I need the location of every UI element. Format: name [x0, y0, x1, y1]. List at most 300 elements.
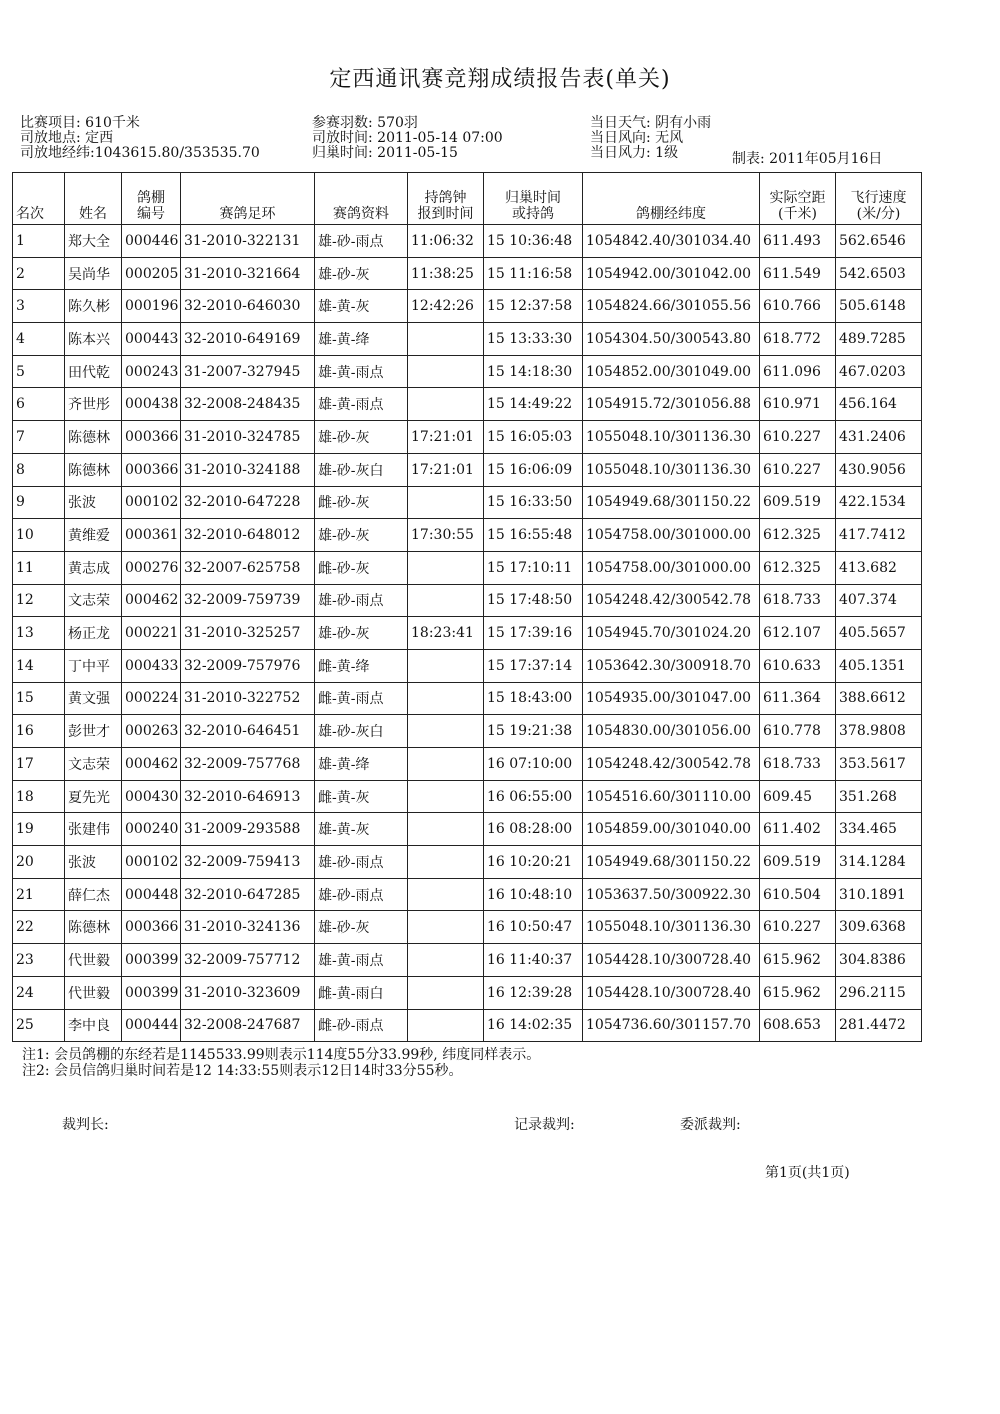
clock-time-cell: 11:38:25	[408, 257, 484, 290]
pigeon-info-cell: 雄-黄-灰	[315, 813, 408, 846]
ring-number-cell: 31-2010-324785	[181, 421, 315, 454]
return-time-cell: 15 13:33:30	[484, 323, 583, 356]
rank-cell: 16	[13, 715, 65, 748]
distance-cell: 610.778	[760, 715, 836, 748]
loft-coords-cell: 1053642.30/300918.70	[583, 649, 760, 682]
name-cell: 黄文强	[65, 682, 122, 715]
speed-cell: 296.2115	[836, 976, 922, 1009]
release-time-info: 司放时间: 2011-05-14 07:00	[312, 130, 503, 146]
rank-cell: 21	[13, 878, 65, 911]
table-row	[13, 486, 922, 519]
pigeon-info-cell: 雄-砂-雨点	[315, 584, 408, 617]
loft-id-cell: 000443	[122, 323, 181, 356]
table-row	[13, 257, 922, 290]
table-row	[13, 813, 922, 846]
distance-cell: 612.325	[760, 551, 836, 584]
header-speed-line2: (米/分)	[856, 206, 901, 222]
header-loft-line2: 编号	[137, 206, 165, 222]
name-cell: 文志荣	[65, 748, 122, 781]
distance-cell: 610.971	[760, 388, 836, 421]
ring-number-cell: 31-2009-293588	[181, 813, 315, 846]
table-row	[13, 388, 922, 421]
header-return-line2: 或持鸽	[512, 206, 554, 222]
table-row	[13, 748, 922, 781]
clock-time-cell: 17:21:01	[408, 421, 484, 454]
pigeon-info-cell: 雄-砂-灰白	[315, 453, 408, 486]
distance-cell: 618.733	[760, 748, 836, 781]
name-cell: 代世毅	[65, 944, 122, 977]
pigeon-info-cell: 雄-砂-灰	[315, 421, 408, 454]
rank-cell: 4	[13, 323, 65, 356]
rank-cell: 6	[13, 388, 65, 421]
table-row	[13, 519, 922, 552]
loft-id-cell: 000221	[122, 617, 181, 650]
loft-coords-cell: 1054248.42/300542.78	[583, 748, 760, 781]
pigeon-info-cell: 雌-砂-雨点	[315, 1009, 408, 1042]
distance-cell: 609.519	[760, 846, 836, 879]
rank-cell: 14	[13, 649, 65, 682]
name-cell: 张波	[65, 486, 122, 519]
table-row	[13, 780, 922, 813]
loft-coords-cell: 1054304.50/300543.80	[583, 323, 760, 356]
table-row	[13, 421, 922, 454]
loft-id-cell: 000446	[122, 225, 181, 258]
clock-time-cell	[408, 715, 484, 748]
ring-number-cell: 32-2008-248435	[181, 388, 315, 421]
clock-time-cell	[408, 355, 484, 388]
loft-id-cell: 000366	[122, 911, 181, 944]
header-loft-line1: 鸽棚	[137, 190, 165, 206]
pigeon-info-cell: 雌-黄-雨白	[315, 976, 408, 1009]
table-row	[13, 551, 922, 584]
table-row	[13, 715, 922, 748]
distance-cell: 611.549	[760, 257, 836, 290]
distance-cell: 611.096	[760, 355, 836, 388]
clock-time-cell	[408, 944, 484, 977]
return-time-cell: 15 16:05:03	[484, 421, 583, 454]
rank-cell: 15	[13, 682, 65, 715]
name-cell: 吴尚华	[65, 257, 122, 290]
distance-cell: 609.45	[760, 780, 836, 813]
pigeon-info-cell: 雌-黄-绛	[315, 649, 408, 682]
distance-cell: 611.493	[760, 225, 836, 258]
clock-time-cell: 18:23:41	[408, 617, 484, 650]
table-row	[13, 911, 922, 944]
distance-cell: 608.653	[760, 1009, 836, 1042]
loft-id-cell: 000444	[122, 1009, 181, 1042]
rank-cell: 10	[13, 519, 65, 552]
clock-time-cell	[408, 486, 484, 519]
header-loft	[122, 173, 181, 225]
rank-cell: 13	[13, 617, 65, 650]
loft-coords-cell: 1054945.70/301024.20	[583, 617, 760, 650]
note-2: 注2: 会员信鸽归巢时间若是12 14:33:55则表示12日14时33分55秒。	[22, 1063, 463, 1079]
release-location-info: 司放地点: 定西	[20, 130, 114, 146]
clock-time-cell	[408, 748, 484, 781]
loft-coords-cell: 1054935.00/301047.00	[583, 682, 760, 715]
return-time-cell: 15 16:55:48	[484, 519, 583, 552]
ring-number-cell: 32-2010-648012	[181, 519, 315, 552]
return-time-info: 归巢时间: 2011-05-15	[312, 145, 458, 161]
distance-cell: 609.519	[760, 486, 836, 519]
ring-number-cell: 31-2007-327945	[181, 355, 315, 388]
pigeon-info-cell: 雄-砂-灰	[315, 911, 408, 944]
pigeon-info-cell: 雄-砂-雨点	[315, 846, 408, 879]
loft-coords-cell: 1054942.00/301042.00	[583, 257, 760, 290]
name-cell: 黄维爱	[65, 519, 122, 552]
ring-number-cell: 32-2010-646913	[181, 780, 315, 813]
speed-cell: 562.6546	[836, 225, 922, 258]
rank-cell: 2	[13, 257, 65, 290]
table-row	[13, 355, 922, 388]
return-time-cell: 15 12:37:58	[484, 290, 583, 323]
speed-cell: 388.6612	[836, 682, 922, 715]
rank-cell: 22	[13, 911, 65, 944]
speed-cell: 505.6148	[836, 290, 922, 323]
table-row	[13, 323, 922, 356]
ring-number-cell: 32-2010-646030	[181, 290, 315, 323]
rank-cell: 23	[13, 944, 65, 977]
recording-judge-signature: 记录裁判:	[514, 1117, 575, 1133]
loft-coords-cell: 1054758.00/301000.00	[583, 551, 760, 584]
return-time-cell: 15 16:33:50	[484, 486, 583, 519]
header-return	[484, 173, 583, 225]
speed-cell: 309.6368	[836, 911, 922, 944]
header-clock-line1: 持鸽钟	[424, 190, 467, 206]
clock-time-cell	[408, 846, 484, 879]
name-cell: 彭世才	[65, 715, 122, 748]
return-time-cell: 16 11:40:37	[484, 944, 583, 977]
weather-info: 当日天气: 阴有小雨	[590, 115, 712, 131]
name-cell: 陈久彬	[65, 290, 122, 323]
return-time-cell: 16 12:39:28	[484, 976, 583, 1009]
loft-id-cell: 000448	[122, 878, 181, 911]
pigeon-info-cell: 雄-砂-灰	[315, 519, 408, 552]
loft-id-cell: 000102	[122, 846, 181, 879]
name-cell: 陈德林	[65, 911, 122, 944]
clock-time-cell: 12:42:26	[408, 290, 484, 323]
speed-cell: 353.5617	[836, 748, 922, 781]
loft-coords-cell: 1054248.42/300542.78	[583, 584, 760, 617]
speed-cell: 413.682	[836, 551, 922, 584]
rank-cell: 9	[13, 486, 65, 519]
return-time-cell: 15 19:21:38	[484, 715, 583, 748]
loft-id-cell: 000196	[122, 290, 181, 323]
distance-cell: 610.227	[760, 453, 836, 486]
return-time-cell: 16 07:10:00	[484, 748, 583, 781]
header-name: 姓名	[65, 173, 122, 225]
return-time-cell: 15 14:49:22	[484, 388, 583, 421]
name-cell: 齐世彤	[65, 388, 122, 421]
loft-coords-cell: 1054842.40/301034.40	[583, 225, 760, 258]
return-time-cell: 15 16:06:09	[484, 453, 583, 486]
table-row	[13, 1009, 922, 1042]
loft-id-cell: 000462	[122, 584, 181, 617]
rank-cell: 20	[13, 846, 65, 879]
loft-id-cell: 000240	[122, 813, 181, 846]
loft-id-cell: 000462	[122, 748, 181, 781]
ring-number-cell: 32-2009-759739	[181, 584, 315, 617]
loft-id-cell: 000243	[122, 355, 181, 388]
ring-number-cell: 32-2009-757976	[181, 649, 315, 682]
table-row	[13, 649, 922, 682]
name-cell: 丁中平	[65, 649, 122, 682]
return-time-cell: 16 10:48:10	[484, 878, 583, 911]
name-cell: 李中良	[65, 1009, 122, 1042]
pigeon-info-cell: 雄-砂-雨点	[315, 225, 408, 258]
rank-cell: 3	[13, 290, 65, 323]
clock-time-cell	[408, 878, 484, 911]
clock-time-cell	[408, 551, 484, 584]
ring-number-cell: 32-2009-757712	[181, 944, 315, 977]
speed-cell: 310.1891	[836, 878, 922, 911]
loft-id-cell: 000399	[122, 976, 181, 1009]
loft-id-cell: 000433	[122, 649, 181, 682]
ring-number-cell: 32-2010-647228	[181, 486, 315, 519]
distance-cell: 612.325	[760, 519, 836, 552]
speed-cell: 407.374	[836, 584, 922, 617]
ring-number-cell: 32-2010-649169	[181, 323, 315, 356]
speed-cell: 314.1284	[836, 846, 922, 879]
rank-cell: 12	[13, 584, 65, 617]
loft-coords-cell: 1054516.60/301110.00	[583, 780, 760, 813]
distance-cell: 611.364	[760, 682, 836, 715]
pigeon-info-cell: 雄-砂-灰	[315, 257, 408, 290]
clock-time-cell: 17:21:01	[408, 453, 484, 486]
return-time-cell: 16 06:55:00	[484, 780, 583, 813]
return-time-cell: 15 18:43:00	[484, 682, 583, 715]
notes	[22, 1047, 540, 1079]
loft-coords-cell: 1055048.10/301136.30	[583, 911, 760, 944]
chief-judge-signature: 裁判长:	[62, 1117, 109, 1133]
pigeon-info-cell: 雄-黄-绛	[315, 748, 408, 781]
results-body	[13, 225, 922, 1042]
report-title: 定西通讯赛竞翔成绩报告表(单关)	[329, 67, 671, 92]
header-rank: 名次	[13, 173, 65, 225]
ring-number-cell: 32-2009-757768	[181, 748, 315, 781]
speed-cell: 467.0203	[836, 355, 922, 388]
return-time-cell: 15 11:16:58	[484, 257, 583, 290]
loft-id-cell: 000361	[122, 519, 181, 552]
ring-number-cell: 31-2010-322131	[181, 225, 315, 258]
return-time-cell: 16 10:50:47	[484, 911, 583, 944]
info-column-right	[590, 116, 711, 161]
delegated-judge-signature: 委派裁判:	[680, 1117, 741, 1133]
return-time-cell: 16 14:02:35	[484, 1009, 583, 1042]
header-clock	[408, 173, 484, 225]
header-speed	[836, 173, 922, 225]
return-time-cell: 15 17:39:16	[484, 617, 583, 650]
results-table	[12, 172, 922, 1042]
table-row	[13, 617, 922, 650]
ring-number-cell: 31-2010-322752	[181, 682, 315, 715]
speed-cell: 417.7412	[836, 519, 922, 552]
loft-coords-cell: 1054428.10/300728.40	[583, 976, 760, 1009]
pigeon-info-cell: 雄-黄-雨点	[315, 355, 408, 388]
speed-cell: 542.6503	[836, 257, 922, 290]
table-row	[13, 290, 922, 323]
rank-cell: 25	[13, 1009, 65, 1042]
name-cell: 代世毅	[65, 976, 122, 1009]
distance-cell: 610.504	[760, 878, 836, 911]
distance-cell: 610.633	[760, 649, 836, 682]
speed-cell: 334.465	[836, 813, 922, 846]
loft-id-cell: 000366	[122, 453, 181, 486]
pigeon-info-cell: 雄-砂-雨点	[315, 878, 408, 911]
speed-cell: 405.5657	[836, 617, 922, 650]
loft-id-cell: 000430	[122, 780, 181, 813]
name-cell: 杨正龙	[65, 617, 122, 650]
header-speed-line1: 飞行速度	[850, 190, 907, 206]
loft-coords-cell: 1054949.68/301150.22	[583, 846, 760, 879]
ring-number-cell: 32-2010-646451	[181, 715, 315, 748]
return-time-cell: 16 08:28:00	[484, 813, 583, 846]
loft-id-cell: 000366	[122, 421, 181, 454]
speed-cell: 378.9808	[836, 715, 922, 748]
clock-time-cell	[408, 1009, 484, 1042]
loft-id-cell: 000224	[122, 682, 181, 715]
loft-coords-cell: 1054758.00/301000.00	[583, 519, 760, 552]
name-cell: 陈德林	[65, 453, 122, 486]
clock-time-cell	[408, 323, 484, 356]
ring-number-cell: 31-2010-324136	[181, 911, 315, 944]
pigeon-info-cell: 雄-砂-灰	[315, 617, 408, 650]
table-row	[13, 453, 922, 486]
table-header-row	[13, 173, 922, 225]
clock-time-cell: 11:06:32	[408, 225, 484, 258]
rank-cell: 17	[13, 748, 65, 781]
name-cell: 郑大全	[65, 225, 122, 258]
header-ring: 赛鸽足环	[181, 173, 315, 225]
table-row	[13, 944, 922, 977]
return-time-cell: 15 17:37:14	[484, 649, 583, 682]
distance-cell: 610.227	[760, 911, 836, 944]
wind-direction-info: 当日风向: 无风	[590, 130, 684, 146]
loft-coords-cell: 1055048.10/301136.30	[583, 421, 760, 454]
ring-number-cell: 32-2010-647285	[181, 878, 315, 911]
return-time-cell: 15 17:10:11	[484, 551, 583, 584]
speed-cell: 422.1534	[836, 486, 922, 519]
header-distance-line2: (千米)	[778, 206, 817, 222]
header-desc: 赛鸽资料	[315, 173, 408, 225]
speed-cell: 405.1351	[836, 649, 922, 682]
distance-cell: 615.962	[760, 944, 836, 977]
loft-coords-cell: 1054949.68/301150.22	[583, 486, 760, 519]
release-coords-info: 司放地经纬:1043615.80/353535.70	[20, 145, 260, 161]
return-time-cell: 16 10:20:21	[484, 846, 583, 879]
loft-coords-cell: 1054736.60/301157.70	[583, 1009, 760, 1042]
name-cell: 陈德林	[65, 421, 122, 454]
speed-cell: 430.9056	[836, 453, 922, 486]
distance-cell: 610.227	[760, 421, 836, 454]
loft-id-cell: 000263	[122, 715, 181, 748]
header-distance	[760, 173, 836, 225]
speed-cell: 351.268	[836, 780, 922, 813]
rank-cell: 5	[13, 355, 65, 388]
loft-coords-cell: 1055048.10/301136.30	[583, 453, 760, 486]
info-column-middle	[312, 116, 503, 161]
distance-cell: 612.107	[760, 617, 836, 650]
ring-number-cell: 31-2010-325257	[181, 617, 315, 650]
ring-number-cell: 32-2008-247687	[181, 1009, 315, 1042]
page-number: 第1页(共1页)	[765, 1165, 850, 1181]
distance-cell: 610.766	[760, 290, 836, 323]
distance-cell: 618.733	[760, 584, 836, 617]
clock-time-cell	[408, 682, 484, 715]
ring-number-cell: 31-2010-321664	[181, 257, 315, 290]
header-return-line1: 归巢时间	[505, 190, 561, 206]
speed-cell: 304.8386	[836, 944, 922, 977]
name-cell: 文志荣	[65, 584, 122, 617]
name-cell: 张建伟	[65, 813, 122, 846]
loft-coords-cell: 1054852.00/301049.00	[583, 355, 760, 388]
name-cell: 田代乾	[65, 355, 122, 388]
speed-cell: 489.7285	[836, 323, 922, 356]
rank-cell: 1	[13, 225, 65, 258]
loft-id-cell: 000438	[122, 388, 181, 421]
prepared-date: 制表: 2011年05月16日	[732, 151, 883, 167]
event-info: 比赛项目: 610千米	[20, 115, 140, 131]
pigeon-info-cell: 雌-黄-雨点	[315, 682, 408, 715]
rank-cell: 18	[13, 780, 65, 813]
speed-cell: 281.4472	[836, 1009, 922, 1042]
table-row	[13, 878, 922, 911]
rank-cell: 19	[13, 813, 65, 846]
name-cell: 张波	[65, 846, 122, 879]
header-clock-line2: 报到时间	[417, 206, 474, 222]
distance-cell: 618.772	[760, 323, 836, 356]
loft-coords-cell: 1054915.72/301056.88	[583, 388, 760, 421]
info-column-left	[20, 116, 260, 161]
name-cell: 薛仁杰	[65, 878, 122, 911]
return-time-cell: 15 10:36:48	[484, 225, 583, 258]
table-row	[13, 584, 922, 617]
pigeon-info-cell: 雄-黄-雨点	[315, 388, 408, 421]
entries-info: 参赛羽数: 570羽	[312, 115, 418, 131]
pigeon-info-cell: 雄-黄-灰	[315, 290, 408, 323]
ring-number-cell: 31-2010-324188	[181, 453, 315, 486]
loft-coords-cell: 1054428.10/300728.40	[583, 944, 760, 977]
ring-number-cell: 32-2007-625758	[181, 551, 315, 584]
pigeon-info-cell: 雄-黄-绛	[315, 323, 408, 356]
distance-cell: 615.962	[760, 976, 836, 1009]
rank-cell: 7	[13, 421, 65, 454]
name-cell: 夏先光	[65, 780, 122, 813]
table-row	[13, 846, 922, 879]
pigeon-info-cell: 雄-黄-雨点	[315, 944, 408, 977]
return-time-cell: 15 17:48:50	[484, 584, 583, 617]
table-row	[13, 682, 922, 715]
loft-coords-cell: 1054824.66/301055.56	[583, 290, 760, 323]
clock-time-cell: 17:30:55	[408, 519, 484, 552]
clock-time-cell	[408, 976, 484, 1009]
pigeon-info-cell: 雌-砂-灰	[315, 486, 408, 519]
clock-time-cell	[408, 584, 484, 617]
loft-id-cell: 000205	[122, 257, 181, 290]
table-row	[13, 225, 922, 258]
note-1: 注1: 会员鸽棚的东经若是1145533.99则表示114度55分33.99秒, 纬度同样表示。	[22, 1047, 541, 1063]
loft-id-cell: 000276	[122, 551, 181, 584]
name-cell: 陈本兴	[65, 323, 122, 356]
clock-time-cell	[408, 813, 484, 846]
rank-cell: 24	[13, 976, 65, 1009]
pigeon-info-cell: 雌-砂-灰	[315, 551, 408, 584]
clock-time-cell	[408, 388, 484, 421]
name-cell: 黄志成	[65, 551, 122, 584]
pigeon-info-cell: 雌-黄-灰	[315, 780, 408, 813]
ring-number-cell: 32-2009-759413	[181, 846, 315, 879]
header-distance-line1: 实际空距	[769, 190, 826, 206]
